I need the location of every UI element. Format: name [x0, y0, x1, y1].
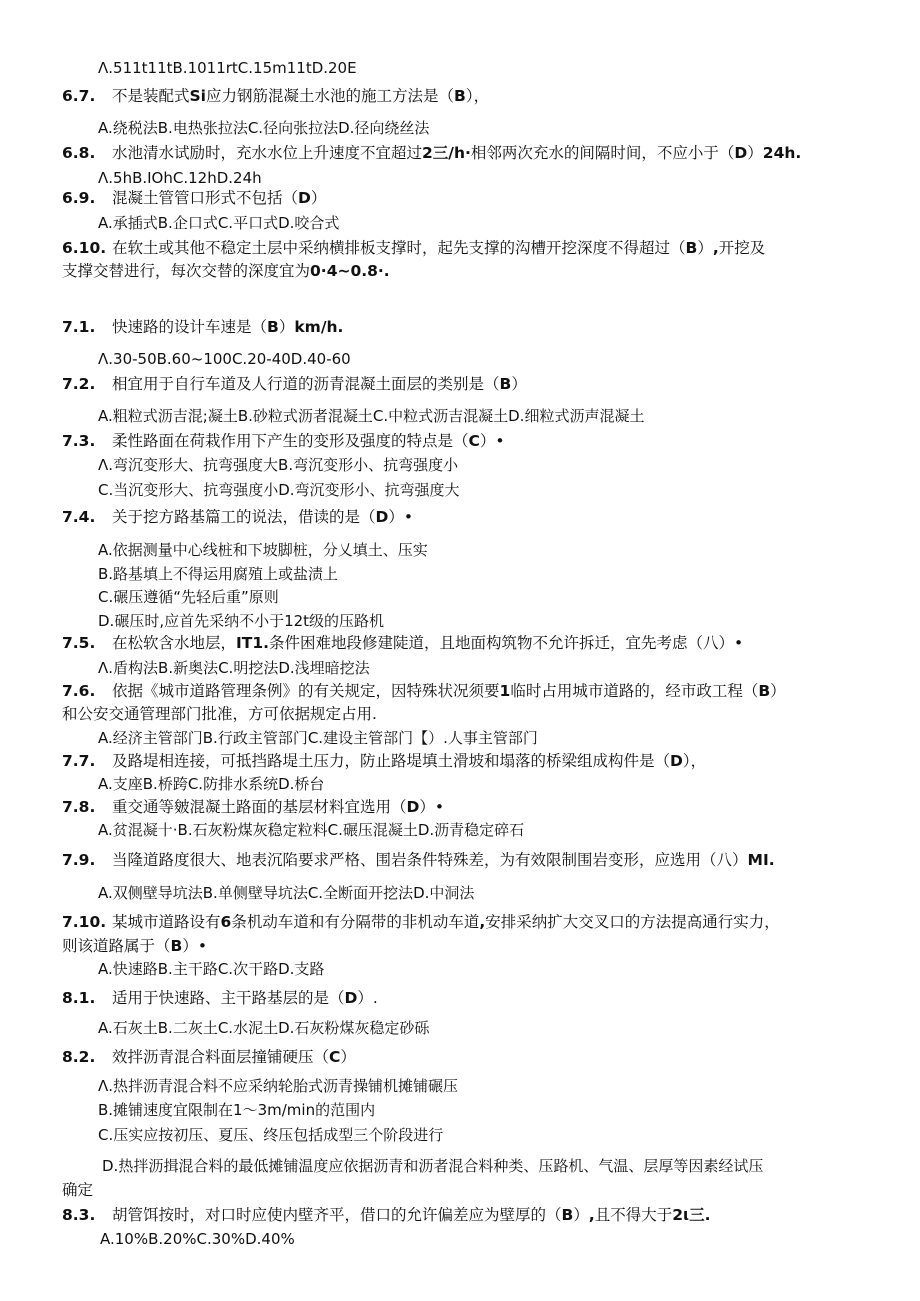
- question-number: 7.5.: [62, 634, 96, 652]
- text-fragment: 适用于快速路、主干路基层的是（: [112, 989, 345, 1007]
- question-number: 8.1.: [62, 989, 96, 1007]
- text-fragment: ）: [310, 189, 327, 207]
- question-line: [62, 1205, 710, 1225]
- option-line: C.压实应按初压、夏压、终压包括成型三个阶段进行: [98, 1126, 444, 1144]
- text-fragment: 胡管饵按时，对口时应使内壁齐平，借口的允许偏差应为壁厚的（: [112, 1206, 562, 1224]
- text-fragment: 相宜用于自行车道及人行道的沥青混凝土面层的类别是（: [112, 375, 500, 393]
- text-fragment: 条件困难地段修建陡道，且地面构筑物不允许拆迁，宜先考虑（八）•: [269, 634, 744, 652]
- question-line: [62, 317, 343, 337]
- option-line: A.石灰土B.二灰土C.水泥土D.石灰粉煤灰稳定砂砾: [98, 1019, 430, 1037]
- question-line: [62, 850, 775, 870]
- question-stem: [112, 239, 765, 257]
- text-fragment: ）•: [388, 508, 414, 526]
- text-fragment: 支撑交替进行，每次交替的深度宜为: [62, 262, 311, 280]
- option-line: A.绕税法B.电热张拉法C.径向张拉法D.径向绕丝法: [98, 119, 430, 137]
- bold-fragment: Si: [189, 87, 206, 105]
- text-fragment: 柔性路面在荷栽作用下产生的变形及强度的特点是（: [112, 432, 469, 450]
- text-fragment: ）: [770, 682, 786, 700]
- question-stem: [112, 189, 326, 207]
- bold-fragment: 0·4~0.8·.: [310, 262, 390, 280]
- text-fragment: 和公安交通管理部门批准，方可依据规定占用.: [62, 705, 377, 723]
- question-number: 7.4.: [62, 508, 96, 526]
- bold-fragment: 1: [499, 682, 511, 700]
- question-number: 6.8.: [62, 144, 96, 162]
- text-fragment: 开挖及: [718, 239, 766, 257]
- text-fragment: 临时占用城市道路的，经市政工程（: [510, 682, 759, 700]
- question-number: 6.10.: [62, 239, 107, 257]
- text-fragment: 效拌沥青混合料面层撞铺硬压（: [112, 1048, 330, 1066]
- bold-fragment: C: [468, 432, 480, 450]
- question-stem: [112, 989, 378, 1007]
- bold-fragment: ,: [712, 239, 719, 257]
- bold-fragment: ,: [479, 913, 486, 931]
- bold-fragment: ,: [588, 1206, 595, 1224]
- text-fragment: ）: [511, 375, 527, 393]
- option-line: C.当沉变形大、抗弯强度小D.弯沉变形小、抗弯强度大: [98, 481, 460, 499]
- option-line: B.摊铺速度宜限制在1～3m/min的范围内: [98, 1101, 376, 1119]
- option-line: A.贫混凝十·B.石灰粉煤灰稳定粒料C.碾压混凝土D.沥青稳定碎石: [98, 821, 525, 839]
- continuation-line: [62, 936, 207, 956]
- option-line: Λ.5hB.IOhC.12hD.24h: [98, 169, 262, 187]
- text-fragment: 则该道路属于（: [62, 937, 171, 955]
- bold-fragment: 2三/h·: [422, 144, 471, 162]
- question-line: [62, 751, 706, 771]
- bold-fragment: C: [329, 1048, 341, 1066]
- question-stem: [112, 1206, 710, 1224]
- question-line: [62, 912, 780, 932]
- bold-fragment: D: [375, 508, 389, 526]
- option-line: A.经济主管部门B.行政主管部门C.建设主管部门【）.人事主管部门: [98, 729, 538, 747]
- bold-fragment: D: [344, 989, 358, 1007]
- text-fragment: 不是装配式: [112, 87, 190, 105]
- question-number: 7.6.: [62, 682, 96, 700]
- question-stem: [112, 851, 775, 869]
- bold-fragment: MI.: [747, 851, 775, 869]
- option-line: B.路基填上不得运用腐殖上或盐渍上: [98, 565, 339, 583]
- text-fragment: 快速路的设计车速是（: [112, 318, 268, 336]
- option-line: D.碾压时,应首先采纳不小于12t级的压路机: [98, 612, 385, 630]
- question-stem: [112, 432, 505, 450]
- bold-fragment: IT1.: [236, 634, 270, 652]
- bold-fragment: D: [406, 798, 420, 816]
- option-line: A.10%B.20%C.30%D.40%: [100, 1230, 295, 1248]
- question-number: 8.3.: [62, 1206, 96, 1224]
- option-line: D.热拌沥揖混合料的最低摊铺温度应依据沥青和沥者混合料种类、压路机、气温、层厚等因素经试压: [102, 1157, 764, 1175]
- question-number: 7.8.: [62, 798, 96, 816]
- text-fragment: ）: [697, 239, 713, 257]
- text-fragment: ），: [465, 87, 490, 105]
- text-fragment: ）•: [479, 432, 505, 450]
- text-fragment: 重交通等皴混凝土路面的基层材料宜选用（: [112, 798, 407, 816]
- question-number: 8.2.: [62, 1048, 96, 1066]
- option-line: Λ.30-50B.60~100C.20-40D.40-60: [98, 350, 351, 368]
- question-number: 6.7.: [62, 87, 96, 105]
- question-line: [62, 797, 444, 817]
- bold-fragment: B: [170, 937, 183, 955]
- text-fragment: 在松软含水地层，: [112, 634, 237, 652]
- text-fragment: 关于挖方路基篇工的说法，借读的是（: [112, 508, 376, 526]
- option-line: A.粗粒式沥吉混;凝土B.砂粒式沥者混凝土C.中粒式沥吉混凝土D.细粒式沥声混凝土: [98, 407, 645, 425]
- question-number: 7.9.: [62, 851, 96, 869]
- question-line: [62, 238, 765, 258]
- bold-fragment: B: [561, 1206, 574, 1224]
- bold-fragment: D: [670, 752, 683, 770]
- continuation-line: [62, 704, 377, 724]
- question-line: [62, 188, 326, 208]
- question-number: 7.3.: [62, 432, 96, 450]
- bold-fragment: B: [454, 87, 466, 105]
- question-stem: [112, 913, 780, 931]
- question-stem: [112, 318, 343, 336]
- bold-fragment: B: [267, 318, 279, 336]
- continuation-line: [62, 1180, 93, 1200]
- question-line: [62, 988, 378, 1008]
- text-fragment: 条机动车道和有分隔带的非机动车道: [231, 913, 480, 931]
- text-fragment: 水池清水试励时，充水水位上升速度不宜超过: [112, 144, 423, 162]
- text-fragment: 且不得大于: [594, 1206, 673, 1224]
- question-line: [62, 681, 786, 701]
- text-fragment: 应力钢筋混凝土水池的施工方法是（: [206, 87, 455, 105]
- option-line: A.快速路B.主干路C.次干路D.支路: [98, 960, 325, 978]
- question-number: 7.10.: [62, 913, 107, 931]
- question-stem: [112, 87, 489, 105]
- text-fragment: 依据《城市道路管理条例》的有关规定，因特殊状况须要: [112, 682, 500, 700]
- option-line: Λ.511t11tB.1011rtC.15m11tD.20E: [98, 59, 357, 77]
- text-fragment: ）•: [419, 798, 445, 816]
- bold-fragment: B: [499, 375, 512, 393]
- bold-fragment: B: [685, 239, 698, 257]
- question-line: [62, 374, 527, 394]
- bold-fragment: 24h.: [762, 144, 802, 162]
- question-line: [62, 86, 489, 106]
- bold-fragment: 6: [220, 913, 232, 931]
- option-line: A.依据测量中心线桩和下坡脚桩，分乂填土、压实: [98, 541, 428, 559]
- question-number: 7.1.: [62, 318, 96, 336]
- text-fragment: 安排采纳扩大交叉口的方法提高通行实力，: [485, 913, 780, 931]
- text-fragment: 及路堤相连接，可抵挡路堤土压力，防止路堤填土滑坡和塌落的桥梁组成构件是（: [112, 752, 671, 770]
- option-line: C.碾压遵循“先轻后重”原则: [98, 588, 279, 606]
- text-fragment: ）•: [182, 937, 207, 955]
- option-line: Λ.弯沉变形大、抗弯强度大B.弯沉变形小、抗弯强度小: [98, 456, 459, 474]
- option-line: Λ.热拌沥青混合料不应采纳轮胎式沥青操铺机摊铺碾压: [98, 1077, 459, 1095]
- question-stem: [112, 144, 801, 162]
- text-fragment: 当隆道路度很大、地表沉陷要求严格、围岩条件特殊差，为有效限制围岩变形，应选用（八）: [112, 851, 748, 869]
- question-stem: [112, 508, 413, 526]
- text-fragment: 确定: [62, 1181, 94, 1199]
- question-number: 7.7.: [62, 752, 96, 770]
- question-number: 6.9.: [62, 189, 96, 207]
- bold-fragment: D: [734, 144, 748, 162]
- question-stem: [112, 798, 444, 816]
- text-fragment: 混凝土管管口形式不包括（: [112, 189, 299, 207]
- option-line: A.双侧壁导坑法B.单侧壁导坑法C.全断面开挖法D.中洞法: [98, 884, 475, 902]
- question-stem: [112, 634, 743, 652]
- text-fragment: ）: [278, 318, 295, 336]
- text-fragment: 某城市道路设有: [112, 913, 221, 931]
- continuation-line: [62, 261, 390, 281]
- bold-fragment: 2ι三.: [672, 1206, 711, 1224]
- question-line: [62, 633, 743, 653]
- question-stem: [112, 1048, 356, 1066]
- text-fragment: 相邻两次充水的间隔时间，不应小于（: [470, 144, 735, 162]
- question-line: [62, 431, 505, 451]
- bold-fragment: D: [298, 189, 311, 207]
- text-fragment: ）: [573, 1206, 589, 1224]
- question-stem: [112, 375, 527, 393]
- option-line: Λ.盾构法B.新奥法C.明挖法D.浅埋暗挖法: [98, 659, 370, 677]
- question-stem: [112, 752, 706, 770]
- text-fragment: ）.: [357, 989, 378, 1007]
- text-fragment: ）: [340, 1048, 356, 1066]
- option-line: A.承插式B.企口式C.平口式D.咬合式: [98, 214, 340, 232]
- text-fragment: 在软土或其他不稳定土层中采纳横排板支撑时，起先支撑的沟槽开挖深度不得超过（: [112, 239, 686, 257]
- question-stem: [112, 682, 786, 700]
- question-number: 7.2.: [62, 375, 96, 393]
- question-line: [62, 1047, 356, 1067]
- text-fragment: ）: [747, 144, 763, 162]
- option-line: A.支座B.桥跨C.防排水系统D.桥台: [98, 775, 325, 793]
- question-line: [62, 507, 413, 527]
- bold-fragment: km/h.: [294, 318, 344, 336]
- bold-fragment: B: [758, 682, 771, 700]
- text-fragment: ），: [682, 752, 707, 770]
- question-line: [62, 143, 801, 163]
